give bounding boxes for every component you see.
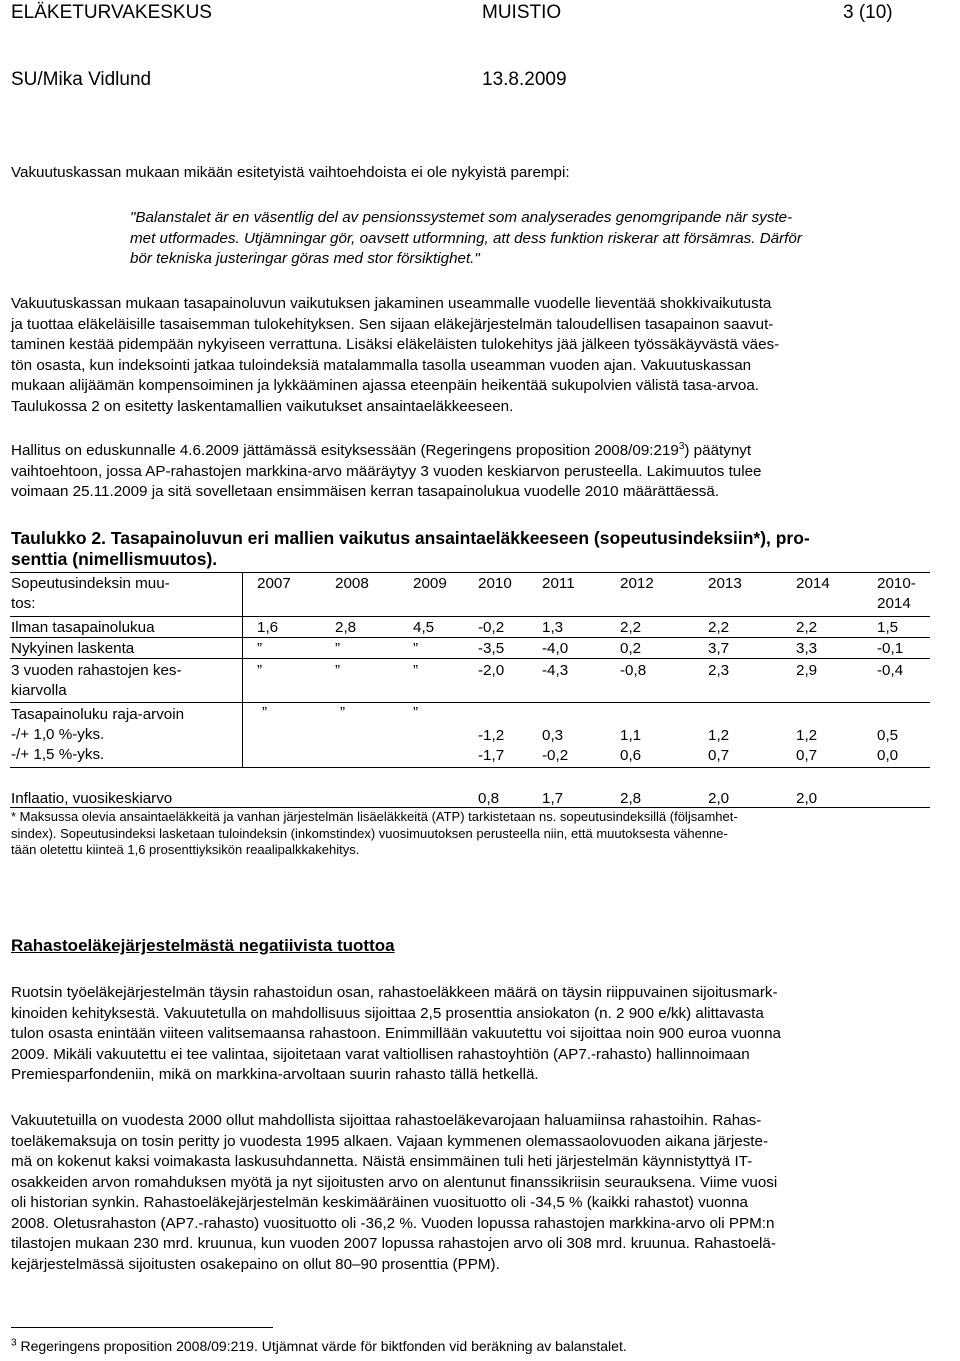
text-line: 2008. Oletusrahaston (AP7.-rahasto) vuosituotto oli -36,2 %. Vuoden lopussa rahastojen markkina-arvo oli PPM:n bbox=[11, 1214, 775, 1232]
table-cell: ” bbox=[413, 662, 419, 679]
table-cell: ” bbox=[413, 640, 419, 657]
table-cell: 2,8 bbox=[620, 790, 642, 807]
table-caption: Taulukko 2. Tasapainoluvun eri mallien vaikutus ansaintaeläkkeeseen (sopeutusindeksiin*), pro- senttia (nimellismuutos). bbox=[11, 528, 810, 569]
year-2009: 2009 bbox=[413, 575, 447, 592]
year-2013: 2013 bbox=[708, 575, 742, 592]
row-label: Nykyinen laskenta bbox=[11, 640, 135, 657]
paragraph-premium-pension bbox=[11, 983, 949, 1086]
table-cell: 0,0 bbox=[877, 747, 899, 764]
text-line: taminen kestää pidempään nykyiseen verrattuna. Lisäksi eläkeläisten tulokehitys jää jälkeen työssäkäyvästä väes- bbox=[11, 336, 780, 353]
year-2014: 2014 bbox=[796, 575, 830, 592]
year-2008: 2008 bbox=[335, 575, 369, 592]
table-rule bbox=[10, 658, 930, 659]
header-page: 3 (10) bbox=[843, 2, 893, 23]
table-cell: 0,3 bbox=[542, 727, 564, 744]
quote-line: met utformades. Utjämningar gör, oavsett utformning, att dess funktion riskerar att försämras. Därför bbox=[130, 229, 802, 247]
text-line: oli historian synkin. Rahastoeläkejärjestelmän keskimääräinen vuosituotto oli -34,5 % (kaikki rahastot) vuonna bbox=[11, 1194, 748, 1211]
table-cell: 0,2 bbox=[620, 640, 642, 657]
text-line: 2009. Mikäli vakuutettu ei tee valintaa, sijoitetaan varat valtiollisen rahastoyhtiön (AP7.-rahasto) hallinnoimaan bbox=[11, 1045, 750, 1063]
table-cell: 1,2 bbox=[708, 727, 730, 744]
table-footnote: * Maksussa olevia ansaintaeläkkeitä ja vanhan järjestelmän lisäeläkkeitä (ATP) tarkistetaan ns. sopeutusindeksillä (följsamhet- sindex). Sopeutusindeksi lasketaan tuloindeksin (inkomstindex) vuosimuutoksen perusteella niin, että muutoksesta vähenne- tään oletettu kiinteä 1,6 prosenttiyksikön reaalipalkkakehitys. bbox=[11, 809, 738, 857]
text-line: Hallitus on eduskunnalle 4.6.2009 jättämässä esityksessään (Regeringens proposition $2008/09:219^3$) päätynyt bbox=[11, 440, 752, 459]
table-cell: -0,4 bbox=[877, 662, 904, 679]
row-label: Tasapainoluku raja-arvoin -/+ 1,0 %-yks. -/+ 1,5 %-yks. bbox=[11, 706, 185, 763]
text-line: Premiesparfondeniin, mikä on markkina-arvoltaan suurin rahasto tällä hetkellä. bbox=[11, 1066, 539, 1083]
header-author: SU/Mika Vidlund bbox=[11, 69, 152, 90]
header-label: Sopeutusindeksin muu- tos: bbox=[11, 575, 170, 612]
table-cell: 2,9 bbox=[796, 662, 818, 679]
table-cell: -4,3 bbox=[542, 662, 569, 679]
header-date: 13.8.2009 bbox=[482, 69, 567, 90]
table-rule bbox=[10, 572, 930, 573]
table-cell: 2,8 bbox=[335, 619, 357, 636]
year-2011: 2011 bbox=[542, 575, 575, 592]
paragraph-government bbox=[11, 441, 949, 503]
table-cell: -1,7 bbox=[478, 747, 505, 764]
table-cell: 3,3 bbox=[796, 640, 818, 657]
ditto-mark: ” bbox=[340, 704, 346, 721]
table-cell: 0,7 bbox=[708, 747, 730, 764]
table-cell: ” bbox=[257, 662, 263, 679]
year-2010: 2010 bbox=[478, 575, 512, 592]
table-rule bbox=[10, 767, 930, 768]
table-cell: 1,7 bbox=[542, 790, 564, 807]
section-heading: Rahastoeläkejärjestelmästä negatiivista tuottoa bbox=[11, 936, 395, 955]
table-cell: 0,5 bbox=[877, 727, 899, 744]
row-label: 3 vuoden rahastojen kes- kiarvolla bbox=[11, 662, 182, 699]
table-rule bbox=[10, 616, 930, 617]
ditto-mark: ” bbox=[413, 704, 419, 721]
table-cell: 0,7 bbox=[796, 747, 818, 764]
table-rule bbox=[10, 702, 930, 703]
paragraph-fund-returns bbox=[11, 1111, 949, 1275]
header-doc-type: MUISTIO bbox=[482, 2, 562, 23]
table-cell: -4,0 bbox=[542, 640, 569, 657]
table-cell: 2,3 bbox=[708, 662, 730, 679]
table-cell: 1,2 bbox=[796, 727, 818, 744]
table-cell: 2,2 bbox=[620, 619, 642, 636]
text-line: vaihtoehtoon, jossa AP-rahastojen markkina-arvo määräytyy 3 vuoden keskiarvon perusteella. Lakimuutos tulee bbox=[11, 462, 762, 480]
page-footnote: $^3$ Regeringens proposition 2008/09:219. Utjämnat värde för biktfonden vid beräkning av balanstalet. bbox=[11, 1337, 627, 1354]
text-line: Vakuutuskassan mukaan tasapainoluvun vaikutuksen jakaminen useammalle vuodelle lieventää shokkivaikutusta bbox=[11, 295, 772, 312]
row-label: Ilman tasapainolukua bbox=[11, 619, 155, 636]
table-cell: 2,0 bbox=[708, 790, 730, 807]
intro-paragraph: Vakuutuskassan mukaan mikään esitetyistä vaihtoehdoista ei ole nykyistä parempi: bbox=[11, 164, 570, 181]
table-cell: 2,2 bbox=[708, 619, 730, 636]
text-line: mukaan alijäämän kompensoiminen ja lykkääminen ajassa eteenpäin heikentää sukupolvien välistä tasa-arvoa. bbox=[11, 377, 759, 394]
table-cell: 1,1 bbox=[620, 727, 642, 744]
text-line: Vakuutetuilla on vuodesta 2000 ollut mahdollista sijoittaa rahastoeläkevarojaan haluamiinsa rahastoihin. Rahas- bbox=[11, 1112, 762, 1129]
text-line: toeläkemaksuja on tosin peritty jo vuodesta 1995 alkaen. Vajaan kymmenen olemassaolovuoden aikana järjeste- bbox=[11, 1132, 769, 1150]
text-line: Taulukossa 2 on esitetty laskentamallien vaikutukset ansaintaeläkkeeseen. bbox=[11, 397, 514, 415]
table-cell: ” bbox=[335, 662, 341, 679]
table-cell: 3,7 bbox=[708, 640, 730, 657]
table-cell: -0,1 bbox=[877, 640, 904, 657]
text-line: tön osasta, kun indeksointi jatkaa tuloindeksiä matalammalla tasolla useamman vuoden ajan. Vakuutuskassan bbox=[11, 356, 752, 374]
text-line: osakkeiden arvon romahduksen myötä ja nyt sijoitusten arvo on alentunut finanssikriisin seurauksena. Viime vuosi bbox=[11, 1173, 778, 1191]
text-line: voimaan 25.11.2009 ja sitä sovelletaan ensimmäisen kerran tasapainolukua vuodelle 2010 määrättäessä. bbox=[11, 483, 720, 500]
footnote-mark: 3 bbox=[11, 1337, 17, 1349]
table-cell: 1,3 bbox=[542, 619, 564, 636]
table-cell: 4,5 bbox=[413, 619, 435, 636]
footnote-separator bbox=[11, 1327, 273, 1328]
year-2012: 2012 bbox=[620, 575, 654, 592]
year-2007: 2007 bbox=[257, 575, 291, 592]
table-cell: 0,6 bbox=[620, 747, 642, 764]
table-cell: -3,5 bbox=[478, 640, 505, 657]
table-cell: 2,0 bbox=[796, 790, 818, 807]
year-range: 2010- 2014 bbox=[877, 575, 916, 612]
table-cell: 1,6 bbox=[257, 619, 279, 636]
paragraph-balancing bbox=[11, 294, 949, 417]
table-cell: -0,8 bbox=[620, 662, 647, 679]
quote-line: bör tekniska justeringar göras med stor försiktighet." bbox=[130, 250, 480, 267]
text-line: tulon osasta enintään viiteen valitsemaansa rahastoon. Enimmillään vakuutettu voi sijoittaa noin 900 euroa vuonna bbox=[11, 1025, 781, 1042]
table-cell: -0,2 bbox=[478, 619, 505, 636]
text-line: kejärjestelmässä sijoitusten osakepaino on ollut 80–90 prosenttia (PPM). bbox=[11, 1255, 500, 1273]
table-rule bbox=[242, 572, 243, 768]
swedish-quote bbox=[130, 208, 945, 270]
text-line: kinoiden kehityksestä. Vakuutetulla on mahdollisuus sijoittaa 2,5 prosenttia ansiokaton (n. 2 900 e/kk) alittavasta bbox=[11, 1004, 764, 1022]
text-line: tilastojen mukaan 230 mrd. kruunua, kun vuoden 2007 lopussa rahastojen arvo oli 308 mrd. kruunua. Rahastoelä- bbox=[11, 1235, 776, 1252]
table-cell: 2,2 bbox=[796, 619, 818, 636]
text-line: Ruotsin työeläkejärjestelmän täysin rahastoidun osan, rahastoeläkkeen määrä on täysin riippuvainen sijoitusmark- bbox=[11, 984, 778, 1001]
row-label: Inflaatio, vuosikeskiarvo bbox=[11, 790, 173, 807]
table-cell: 0,8 bbox=[478, 790, 500, 807]
table-cell: -2,0 bbox=[478, 662, 505, 679]
text-line: mä on kokenut kaksi voimakasta laskusuhdannetta. Näistä ensimmäinen tuli heti järjestelmän käynnistyttyä IT- bbox=[11, 1153, 753, 1170]
footnote-ref: 3 bbox=[678, 440, 685, 452]
text-line: ja tuottaa eläkeläisille tasaisemman tulokehityksen. Sen sijaan eläkejärjestelmän taloudellisen tasapainon saavut- bbox=[11, 315, 774, 333]
header-org: ELÄKETURVAKESKUS bbox=[11, 2, 212, 23]
ditto-mark: ” bbox=[262, 704, 268, 721]
table-cell: ” bbox=[335, 640, 341, 657]
table-cell: -0,2 bbox=[542, 747, 569, 764]
table-cell: -1,2 bbox=[478, 727, 505, 744]
table-cell: ” bbox=[257, 640, 263, 657]
quote-line: "Balanstalet är en väsentlig del av pensionssystemet som analyserades genomgripande när syste- bbox=[130, 209, 793, 226]
table-cell: 1,5 bbox=[877, 619, 899, 636]
